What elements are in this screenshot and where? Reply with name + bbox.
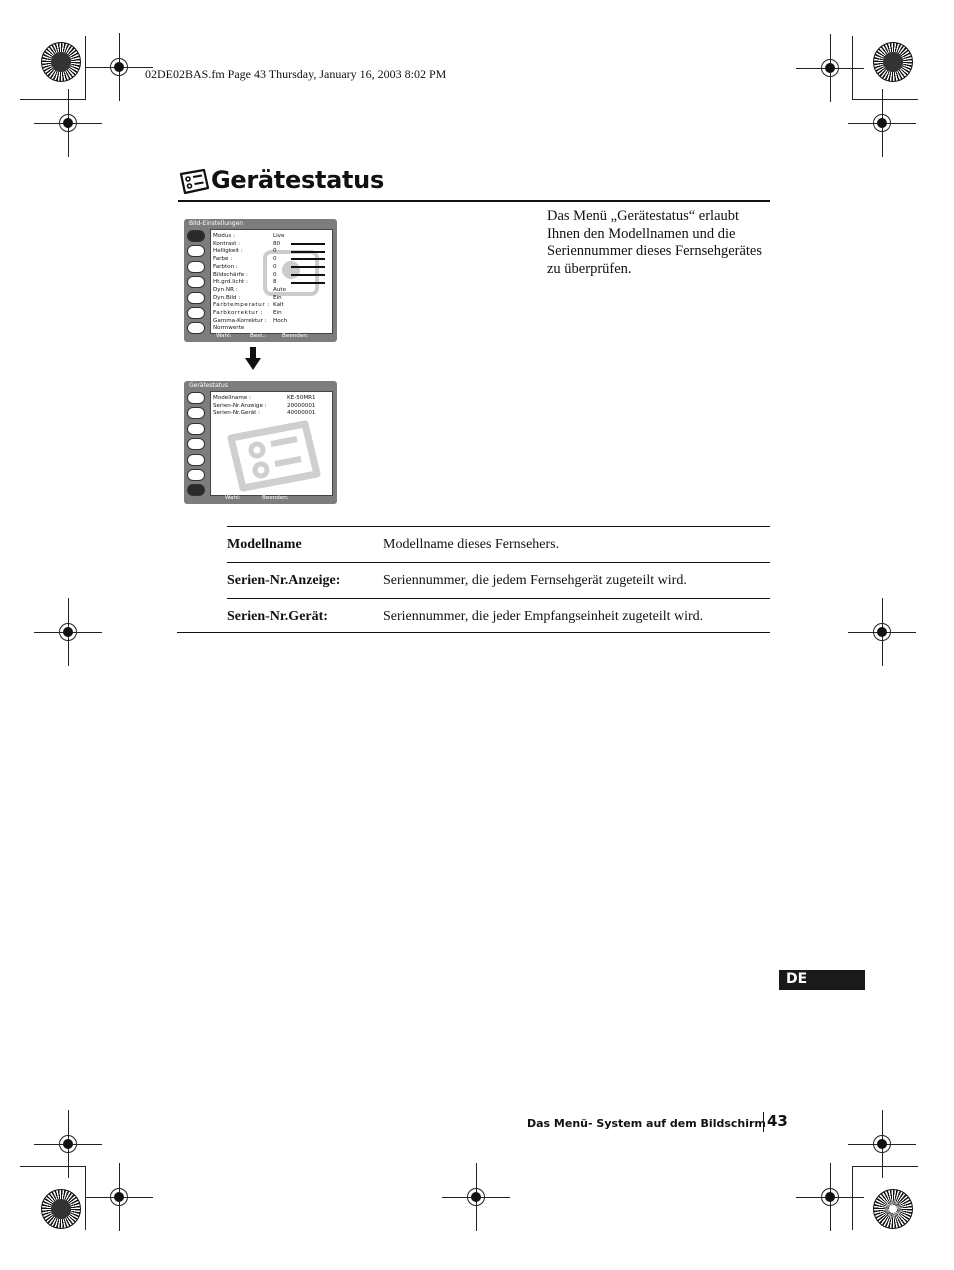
sound-menu-icon	[187, 407, 205, 419]
slider-bar	[291, 282, 325, 284]
screen-title: Gerätestatus	[189, 382, 228, 389]
setting-label: Farbton :	[213, 263, 238, 270]
setting-value: Auto	[273, 286, 286, 293]
description-cell: Modellname dieses Fernsehers.	[383, 527, 770, 563]
footer-beenden: Beenden:	[262, 495, 289, 501]
setting-value: Live	[273, 233, 285, 239]
setting-label: Modus :	[213, 233, 235, 239]
status-label: Modellname :	[213, 395, 251, 401]
language-tab	[779, 970, 865, 990]
footer-separator	[763, 1112, 764, 1132]
slider-bar	[291, 258, 325, 260]
definition-table	[227, 526, 770, 634]
crop-mark	[852, 1166, 853, 1230]
slider-bar	[291, 243, 325, 245]
setting-value: 0	[273, 256, 277, 263]
setting-label: Normwerte	[213, 325, 245, 332]
page-title: Gerätestatus	[211, 166, 384, 194]
setting-label: Bildschärfe :	[213, 271, 248, 278]
title-rule	[178, 200, 770, 202]
preset-menu-icon	[187, 292, 205, 304]
setting-label: Ht.grd.licht :	[213, 279, 248, 286]
status-label: Serien-Nr.Anzeige :	[213, 402, 267, 409]
crop-mark	[852, 1166, 918, 1167]
setting-label: Helligkeit :	[213, 248, 243, 255]
setting-label: Dyn.NR :	[213, 286, 238, 293]
settings-panel	[210, 229, 333, 334]
status-label: Serien-Nr.Gerät :	[213, 410, 260, 417]
table-row	[227, 563, 770, 599]
timer-menu-icon	[187, 469, 205, 481]
term-cell: Serien-Nr.Gerät:	[227, 599, 383, 635]
slider-bar	[291, 266, 325, 268]
slider-bar	[291, 274, 325, 276]
language-tab-label: DE	[786, 971, 808, 987]
sound-menu-icon	[187, 245, 205, 257]
status-menu-icon	[187, 322, 205, 334]
crop-mark	[20, 1166, 86, 1167]
picture-settings-screen	[184, 219, 337, 342]
down-arrow-head	[245, 358, 261, 370]
setting-value: 0	[273, 271, 277, 278]
setting-value: 0	[273, 248, 277, 255]
setup-menu-icon	[187, 438, 205, 450]
footer-wahl: Wahl:	[225, 495, 241, 501]
status-value: 20000001	[287, 402, 316, 409]
table-bottom-rule	[177, 632, 770, 633]
color-wheel-mark	[873, 1189, 913, 1229]
footer-beenden: Beenden:	[282, 333, 309, 339]
file-header: 02DE02BAS.fm Page 43 Thursday, January 16, 2003 8:02 PM	[145, 67, 447, 81]
timer-menu-icon	[187, 307, 205, 319]
status-panel	[210, 391, 333, 496]
table-row	[227, 599, 770, 635]
feature-menu-icon	[187, 423, 205, 435]
description-cell: Seriennummer, die jeder Empfangseinheit zugeteilt wird.	[383, 599, 770, 635]
color-wheel-mark	[873, 42, 913, 82]
screen-title: Bild-Einstellungen	[189, 220, 244, 227]
status-value: KE-50MR1	[287, 395, 316, 401]
color-wheel-mark	[41, 1189, 81, 1229]
description-cell: Seriennummer, die jedem Fernsehgerät zugeteilt wird.	[383, 563, 770, 599]
footer-section: Das Menü- System auf dem Bildschirm	[527, 1117, 766, 1130]
setting-value: Ein	[273, 310, 282, 316]
setting-value: 0	[273, 263, 277, 270]
slider-bar	[291, 251, 325, 253]
setting-value: 80	[273, 240, 281, 247]
setting-label: Dyn.Bild :	[213, 294, 241, 301]
picture-menu-icon	[187, 230, 205, 242]
feature-menu-icon	[187, 261, 205, 273]
setting-value: Hoch	[273, 317, 288, 324]
menu-icon-column	[187, 230, 207, 338]
setting-value: Ein	[273, 294, 282, 301]
device-status-screen	[184, 381, 337, 504]
footer-best: Best.:	[250, 333, 267, 339]
setting-label: Farbe :	[213, 256, 233, 263]
crop-mark	[85, 36, 86, 100]
setting-label: Farbtemperatur :	[213, 302, 271, 309]
crop-mark	[852, 99, 918, 100]
setting-value: 8	[273, 279, 277, 286]
crop-mark	[20, 99, 86, 100]
preset-menu-icon	[187, 454, 205, 466]
status-menu-icon	[187, 484, 205, 496]
setting-label: Kontrast :	[213, 240, 241, 247]
setting-label: Gamma-Korrektur :	[213, 317, 267, 324]
page-number: 43	[767, 1112, 788, 1130]
picture-menu-icon	[187, 392, 205, 404]
table-row	[227, 527, 770, 563]
term-cell: Modellname	[227, 527, 383, 563]
setup-menu-icon	[187, 276, 205, 288]
setting-label: Farbkorrektur :	[213, 310, 264, 316]
setting-value: Kalt	[273, 302, 284, 309]
status-icon	[178, 168, 210, 201]
term-cell: Serien-Nr.Anzeige:	[227, 563, 383, 599]
status-value: 40000001	[287, 410, 316, 417]
color-wheel-mark	[41, 42, 81, 82]
crop-mark	[85, 1166, 86, 1230]
status-watermark-icon	[223, 420, 323, 492]
menu-icon-column	[187, 392, 207, 500]
footer-wahl: Wahl:	[216, 333, 232, 339]
intro-text: Das Menü „Gerätestatus“ erlaubt Ihnen den Modellnamen und die Seriennummer dieses Fernsehgerätes zu überprüfen.	[547, 208, 763, 277]
